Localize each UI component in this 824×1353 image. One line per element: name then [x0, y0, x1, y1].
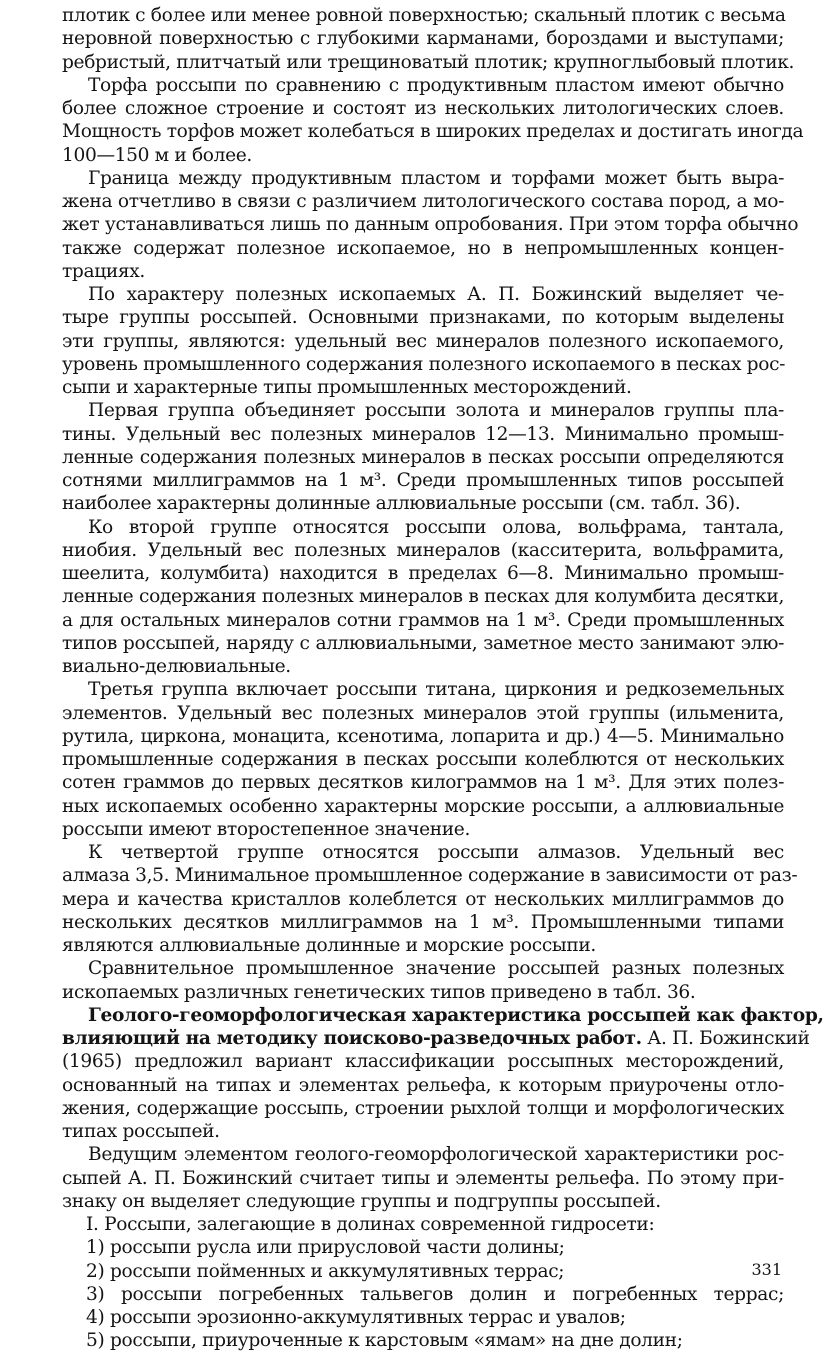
text-line: рутила, циркона, монацита, ксенотима, лопарита и др.) 4—5. Минимально: [62, 725, 784, 747]
text-line: тыре группы россыпей. Основными признаками, по которым выделены: [62, 307, 784, 329]
text-line: промышленные содержания в песках россыпи колеблются от нескольких: [62, 749, 784, 770]
text-segment: А. П. Божинский: [641, 1028, 810, 1049]
bold-heading-text: влияющий на методику поисково-разведочных работ.: [62, 1028, 642, 1049]
paragraph: [62, 516, 784, 679]
text-line: сотен граммов до первых десятков килограммов на 1 м³. Для этих полез-: [62, 772, 784, 794]
text-line: Первая группа объединяет россыпи золота и минералов группы пла-: [88, 400, 784, 422]
text-line: типов россыпей, наряду с аллювиальными, заметное место занимают элю-: [62, 632, 784, 654]
page-number: 331: [751, 1260, 782, 1279]
text-line: ленные содержания полезных минералов в песках россыпи определяются: [62, 446, 784, 468]
text-line: россыпи имеют второстепенное значение.: [62, 818, 471, 840]
text-line: виально-делювиальные.: [62, 656, 291, 677]
text-line: ископаемых различных генетических типов приведено в табл. 36.: [62, 981, 696, 1003]
paragraph: [62, 4, 795, 74]
paragraph: [62, 283, 784, 399]
text-line: также содержат полезное ископаемое, но в непромышленных концен-: [62, 237, 784, 259]
text-line: Третья группа включает россыпи титана, циркония и редкоземельных: [88, 679, 784, 701]
text-line: Мощность торфов может колебаться в широких пределах и достигать иногда: [62, 121, 804, 143]
text-line: ниобия. Удельный вес полезных минералов (касситерита, вольфрамита,: [62, 539, 784, 561]
text-line: являются аллювиальные долинные и морские россыпи.: [62, 935, 596, 956]
classification-list: [62, 1213, 784, 1353]
paragraph: [62, 1143, 784, 1213]
text-line: плотик с более или менее ровной поверхностью; скальный плотик с весьма: [62, 5, 786, 26]
list-item: 4) россыпи эрозионно-аккумулятивных террас и увалов;: [86, 1307, 626, 1328]
text-line: К четвертой группе относятся россыпи алмазов. Удельный вес: [88, 842, 784, 863]
list-item: 5) россыпи, приуроченные к карстовым «ямам» на дне долин;: [86, 1330, 683, 1352]
text-line: По характеру полезных ископаемых А. П. Божинский выделяет че-: [88, 284, 784, 305]
text-line: Граница между продуктивным пластом и торфами может быть выра-: [88, 167, 784, 189]
text-line: тины. Удельный вес полезных минералов 12—13. Минимально промыш-: [62, 423, 784, 445]
list-item: 3) россыпи погребенных тальвегов долин и погребенных террас;: [86, 1283, 784, 1305]
text-line: типах россыпей.: [62, 1121, 220, 1142]
text-line: ленные содержания полезных минералов в песках для колумбита десятки,: [62, 586, 784, 608]
text-line: знаку он выделяет следующие группы и подгруппы россыпей.: [62, 1190, 661, 1212]
text-line: Ведущим элементом геолого-геоморфологической характеристики рос-: [88, 1144, 784, 1166]
text-line: эти группы, являются: удельный вес минералов полезного ископаемого,: [62, 330, 784, 352]
paragraph: [62, 957, 784, 1004]
text-line: шеелита, колумбита) находится в пределах 6—8. Минимально промыш-: [62, 563, 784, 584]
list-item: 2) россыпи пойменных и аккумулятивных террас;: [86, 1260, 565, 1282]
text-line: сотнями миллиграммов на 1 м³. Среди промышленных типов россыпей: [62, 470, 784, 491]
text-line: жена отчетливо в связи с различием литологического состава пород, а мо-: [62, 191, 784, 212]
text-line: уровень промышленного содержания полезного ископаемого в песках рос-: [62, 353, 786, 375]
text-line: более сложное строение и состоят из нескольких литологических слоев.: [62, 98, 784, 119]
text-line: [62, 1004, 824, 1027]
text-line: Торфа россыпи по сравнению с продуктивным пластом имеют обычно: [88, 74, 784, 96]
paragraph: [62, 399, 784, 515]
text-line: 100—150 м и более.: [62, 144, 252, 166]
text-line: неровной поверхностью с глубокими карманами, бороздами и выступами;: [62, 28, 784, 50]
text-line: основанный на типах и элементах рельефа, к которым приурочены отло-: [62, 1074, 784, 1096]
page-body: [62, 4, 824, 1353]
text-line: сыпей А. П. Божинский считает типы и элементы рельефа. По этому при-: [62, 1167, 784, 1189]
text-line: [62, 1027, 810, 1050]
bold-heading-text: Геолого-геоморфологическая характеристика россыпей как фактор,: [88, 1004, 824, 1026]
paragraph: [62, 167, 799, 283]
list-heading: I. Россыпи, залегающие в долинах современной гидросети:: [86, 1214, 655, 1235]
text-line: элементов. Удельный вес полезных минералов этой группы (ильменита,: [62, 702, 784, 724]
paragraph: [62, 74, 804, 167]
text-line: Ко второй группе относятся россыпи олова, вольфрама, тантала,: [88, 516, 784, 538]
text-line: жения, содержащие россыпь, строении рыхлой толщи и морфологических: [62, 1097, 784, 1119]
text-line: алмаза 3,5. Минимальное промышленное содержание в зависимости от раз-: [62, 865, 798, 887]
text-line: Сравнительное промышленное значение россыпей разных полезных: [88, 958, 784, 980]
paragraph: [62, 1004, 824, 1144]
paragraph: [62, 841, 798, 957]
text-line: трациях.: [62, 260, 145, 282]
text-line: а для остальных минералов сотни граммов на 1 м³. Среди промышленных: [62, 609, 784, 631]
text-line: наиболее характерны долинные аллювиальные россыпи (см. табл. 36).: [62, 493, 741, 515]
paragraph: [62, 678, 784, 841]
text-line: (1965) предложил вариант классификации россыпных месторождений,: [62, 1051, 784, 1073]
text-line: сыпи и характерные типы промышленных месторождений.: [62, 377, 632, 398]
text-line: ных ископаемых особенно характерны морские россыпи, а аллювиальные: [62, 795, 784, 817]
text-line: нескольких десятков миллиграммов на 1 м³. Промышленными типами: [62, 911, 784, 933]
text-line: мера и качества кристаллов колеблется от нескольких миллиграммов до: [62, 888, 784, 910]
text-line: жет устанавливаться лишь по данным опробования. При этом торфа обычно: [62, 214, 799, 236]
list-item: 1) россыпи русла или прирусловой части долины;: [86, 1237, 565, 1259]
text-line: ребристый, плитчатый или трещиноватый плотик; крупноглыбовый плотик.: [62, 51, 795, 73]
